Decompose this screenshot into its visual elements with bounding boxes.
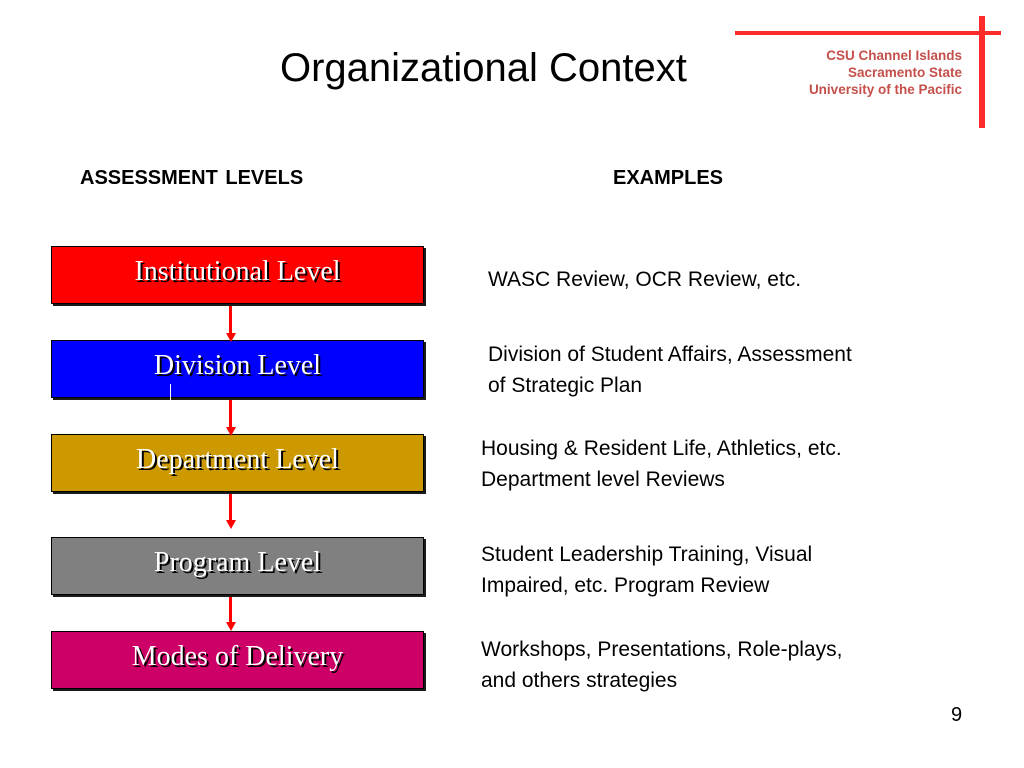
institution-name: University of the Pacific: [808, 82, 962, 97]
page-number: 9: [951, 704, 963, 726]
examples-column-header: EXAMPLES: [613, 167, 724, 189]
cursor-mark: [170, 384, 171, 401]
levels-column-header: ASSESSMENT LEVELS: [80, 167, 304, 189]
example-line: Department level Reviews: [481, 468, 725, 491]
level-box-department: [51, 434, 424, 492]
example-line: Division of Student Affairs, Assessment: [488, 343, 852, 366]
slide-title: Organizational Context: [280, 46, 687, 90]
level-box-program: [51, 537, 424, 595]
example-line: Housing & Resident Life, Athletics, etc.: [481, 437, 842, 460]
level-label: Institutional Level: [134, 256, 341, 287]
example-line: WASC Review, OCR Review, etc.: [488, 268, 802, 291]
decorative-horizontal-line: [735, 31, 1001, 35]
example-line: Student Leadership Training, Visual: [481, 543, 813, 566]
example-line: Workshops, Presentations, Role-plays,: [481, 638, 843, 661]
example-modes-of-delivery: [481, 634, 842, 696]
level-label: Modes of Delivery: [131, 641, 344, 672]
example-line: of Strategic Plan: [488, 374, 643, 397]
institution-name: Sacramento State: [847, 65, 962, 80]
down-arrow-icon: [226, 597, 236, 631]
example-program: [481, 539, 812, 601]
down-arrow-icon: [226, 400, 236, 436]
institutions-block: [809, 47, 962, 98]
example-line: and others strategies: [481, 669, 678, 692]
down-arrow-icon: [226, 306, 236, 342]
level-box-modes-of-delivery: [51, 631, 424, 689]
level-label: Division Level: [153, 350, 322, 381]
example-line: Impaired, etc. Program Review: [481, 574, 770, 597]
down-arrow-icon: [226, 494, 236, 529]
level-label: Program Level: [153, 547, 322, 578]
example-division: [488, 339, 852, 401]
institution-name: CSU Channel Islands: [826, 48, 962, 63]
level-box-division: [51, 340, 424, 398]
example-institutional: [488, 264, 801, 295]
level-box-institutional: [51, 246, 424, 304]
example-department: [481, 433, 842, 495]
level-label: Department Level: [136, 444, 339, 475]
